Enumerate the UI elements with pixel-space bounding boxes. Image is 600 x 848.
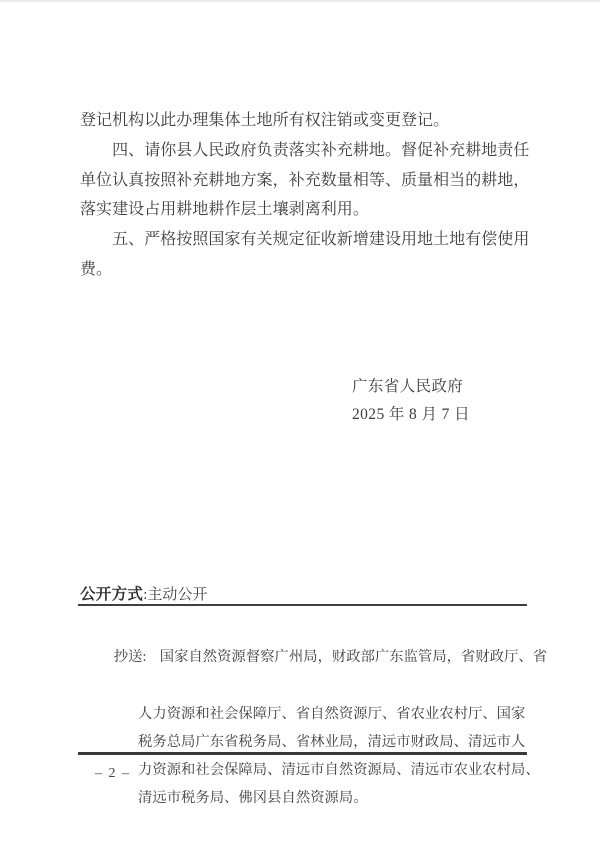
disclosure-value: 主动公开 — [147, 587, 208, 603]
body-line: 五、严格按照国家有关规定征收新增建设用地土地有偿使用 — [80, 231, 530, 249]
signature-block — [352, 373, 470, 429]
page-number: – 2 – — [95, 766, 131, 781]
body-line: 费。 — [80, 260, 113, 278]
cc-line-text: 力资源和社会保障局、清远市自然资源局、清远市农业农村局、 — [138, 762, 540, 779]
cc-prefix: 抄送: — [113, 649, 147, 666]
cc-line-text: 税务总局广东省税务局、省林业局，清远市财政局、清远市人 — [138, 733, 526, 750]
cc-line-text: 清远市税务局、佛冈县自然资源局。 — [138, 790, 368, 807]
cc-first-line — [92, 615, 548, 700]
scan-top-edge — [0, 0, 600, 3]
disclosure-divider — [78, 604, 527, 606]
signature-issuer: 广东省人民政府 — [352, 378, 464, 395]
body-line: 单位认真按照补充耕地方案，补充数量相等、质量相当的耕地， — [80, 171, 530, 189]
disclosure-line — [80, 582, 207, 604]
document-body — [80, 106, 532, 285]
body-line: 四、请你县人民政府负责落实补充耕地。督促补充耕地责任 — [80, 141, 530, 159]
body-line: 登记机构以此办理集体土地所有权注销或变更登记。 — [80, 112, 450, 129]
cc-block — [92, 615, 548, 812]
disclosure-separator: : — [143, 587, 148, 603]
cc-line-text: 国家自然资源督察广州局，财政部广东监管局，省财政厅、省 — [159, 649, 548, 666]
disclosure-label: 公开方式 — [80, 586, 144, 603]
body-line: 落实建设占用耕地耕作层土壤剥离利用。 — [80, 201, 369, 219]
footer-divider — [78, 752, 527, 755]
cc-line-text: 人力资源和社会保障厅、省自然资源厅、省农业农村厅、国家 — [138, 705, 526, 722]
signature-date: 2025 年 8 月 7 日 — [352, 406, 470, 423]
